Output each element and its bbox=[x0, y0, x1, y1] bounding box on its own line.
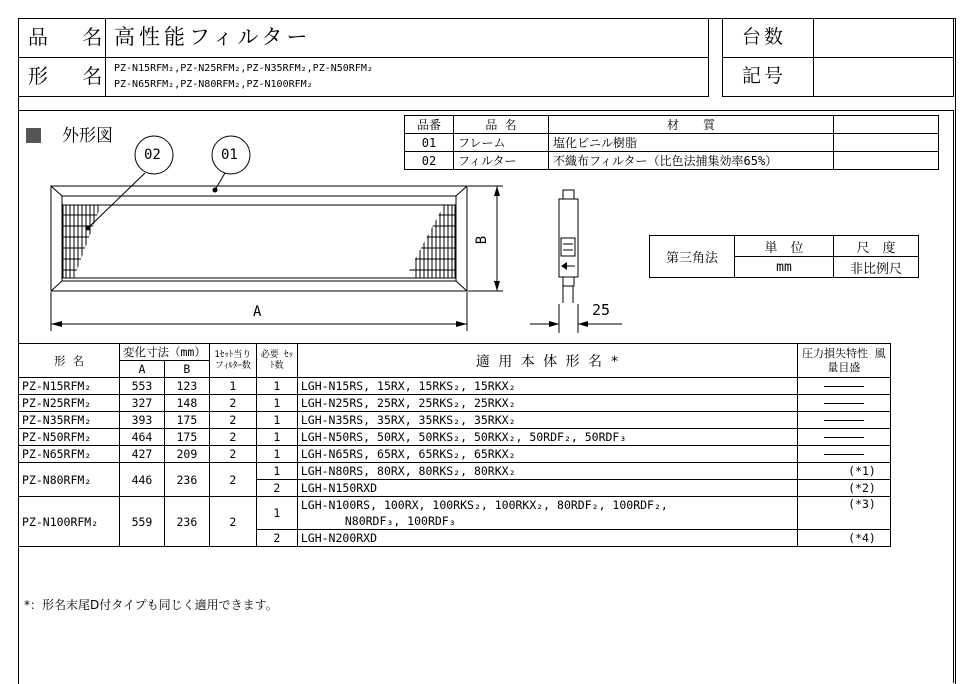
callout-02-label: 02 bbox=[144, 147, 161, 163]
dash-mark bbox=[824, 420, 864, 421]
cell-a: 559 bbox=[120, 497, 165, 547]
cell-model: PZ-N100RFM₂ bbox=[19, 497, 120, 547]
applicable-line: N80RDF₃, 100RDF₃ bbox=[344, 514, 456, 528]
callout-01-label: 01 bbox=[221, 147, 238, 163]
cell-applicable bbox=[297, 497, 797, 530]
applicable-line: LGH-N100RS, 100RX, 100RKS₂, 100RKX₂, 80RDF₂, 100RDF₂, bbox=[300, 498, 668, 512]
cell-model: PZ-N65RFM₂ bbox=[19, 446, 120, 463]
dim-a-label: A bbox=[253, 304, 262, 320]
header-dims: 変化寸法（mm） bbox=[120, 344, 210, 361]
cell-per-set: 1 bbox=[209, 378, 256, 395]
cell-pressure bbox=[797, 429, 890, 446]
cell-model: PZ-N50RFM₂ bbox=[19, 429, 120, 446]
cell-model: PZ-N35RFM₂ bbox=[19, 412, 120, 429]
cell-model: PZ-N15RFM₂ bbox=[19, 378, 120, 395]
spec-header-row bbox=[19, 344, 891, 361]
materials-material: 塩化ビニル樹脂 bbox=[549, 134, 834, 152]
dim-25-label: 25 bbox=[592, 301, 611, 319]
outline-title: 外形図 bbox=[62, 126, 113, 146]
model-label: 形 名 bbox=[28, 64, 117, 88]
cell-model: PZ-N80RFM₂ bbox=[19, 463, 120, 497]
table-row bbox=[19, 395, 891, 412]
cell-model: PZ-N25RFM₂ bbox=[19, 395, 120, 412]
cell-a: 393 bbox=[120, 412, 165, 429]
cell-applicable: LGH-N15RS, 15RX, 15RKS₂, 15RKX₂ bbox=[297, 378, 797, 395]
cell-a: 464 bbox=[120, 429, 165, 446]
dash-mark bbox=[824, 403, 864, 404]
header-pressure: 圧力損失特性 風量目盛 bbox=[797, 344, 890, 378]
name-value: 高性能フィルター bbox=[114, 25, 312, 49]
model-line-1: PZ-N15RFM₂,PZ-N25RFM₂,PZ-N35RFM₂,PZ-N50RFM₂ bbox=[114, 63, 373, 74]
cell-pressure bbox=[797, 395, 890, 412]
name-label: 品 名 bbox=[28, 25, 117, 49]
materials-no: 01 bbox=[405, 134, 454, 152]
cell-b: 175 bbox=[164, 412, 209, 429]
materials-header bbox=[834, 116, 939, 134]
unit-value: mm bbox=[735, 257, 834, 278]
cell-per-set: 2 bbox=[209, 446, 256, 463]
materials-row bbox=[405, 152, 939, 170]
cell-pressure bbox=[797, 378, 890, 395]
materials-row bbox=[405, 134, 939, 152]
header-sets: 必要 ｾｯﾄ数 bbox=[256, 344, 297, 378]
cell-b: 236 bbox=[164, 463, 209, 497]
cell-applicable: LGH-N150RXD bbox=[297, 480, 797, 497]
cell-a: 553 bbox=[120, 378, 165, 395]
symbol-label: 記号 bbox=[742, 65, 787, 87]
cell-applicable: LGH-N25RS, 25RX, 25RKS₂, 25RKX₂ bbox=[297, 395, 797, 412]
header-a: A bbox=[120, 361, 165, 378]
scale-table bbox=[649, 235, 919, 278]
cell-sets: 1 bbox=[256, 412, 297, 429]
cell-pressure: (*1) bbox=[797, 463, 890, 480]
materials-name: フィルター bbox=[454, 152, 549, 170]
cell-sets: 2 bbox=[256, 530, 297, 547]
scale-label: 尺 度 bbox=[834, 236, 919, 257]
cell-a: 327 bbox=[120, 395, 165, 412]
cell-applicable: LGH-N50RS, 50RX, 50RKS₂, 50RKX₂, 50RDF₂, 50RDF₃ bbox=[297, 429, 797, 446]
dash-mark bbox=[824, 386, 864, 387]
materials-material: 不織布フィルター（比色法捕集効率65%） bbox=[549, 152, 834, 170]
materials-table bbox=[404, 115, 939, 170]
projection-method: 第三角法 bbox=[650, 236, 735, 278]
unit-label: 単 位 bbox=[735, 236, 834, 257]
cell-b: 236 bbox=[164, 497, 209, 547]
cell-sets: 1 bbox=[256, 497, 297, 530]
materials-blank bbox=[834, 152, 939, 170]
cell-sets: 1 bbox=[256, 395, 297, 412]
cell-a: 427 bbox=[120, 446, 165, 463]
table-row bbox=[19, 429, 891, 446]
materials-header: 品番 bbox=[405, 116, 454, 134]
dash-mark bbox=[824, 437, 864, 438]
cell-applicable: LGH-N80RS, 80RX, 80RKS₂, 80RKX₂ bbox=[297, 463, 797, 480]
header-per-set: 1ｾｯﾄ当り フｨﾙﾀｰ数 bbox=[209, 344, 256, 378]
dash-mark bbox=[824, 454, 864, 455]
cell-sets: 2 bbox=[256, 480, 297, 497]
materials-header: 品 名 bbox=[454, 116, 549, 134]
cell-pressure bbox=[797, 446, 890, 463]
cell-sets: 1 bbox=[256, 446, 297, 463]
header-applicable: 適 用 本 体 形 名 * bbox=[297, 344, 797, 378]
cell-a: 446 bbox=[120, 463, 165, 497]
scale-value: 非比例尺 bbox=[834, 257, 919, 278]
header-model: 形 名 bbox=[19, 344, 120, 378]
cell-per-set: 2 bbox=[209, 497, 256, 547]
spec-table bbox=[18, 343, 891, 547]
cell-applicable: LGH-N65RS, 65RX, 65RKS₂, 65RKX₂ bbox=[297, 446, 797, 463]
cell-per-set: 2 bbox=[209, 429, 256, 446]
footnote: *：形名末尾D付タイプも同じく適用できます。 bbox=[24, 598, 278, 612]
cell-pressure bbox=[797, 412, 890, 429]
table-row bbox=[19, 497, 891, 530]
materials-no: 02 bbox=[405, 152, 454, 170]
table-row bbox=[19, 463, 891, 480]
materials-name: フレーム bbox=[454, 134, 549, 152]
cell-b: 175 bbox=[164, 429, 209, 446]
qty-label: 台数 bbox=[742, 26, 787, 48]
table-row bbox=[19, 412, 891, 429]
materials-blank bbox=[834, 134, 939, 152]
cell-per-set: 2 bbox=[209, 412, 256, 429]
cell-b: 123 bbox=[164, 378, 209, 395]
table-row bbox=[19, 446, 891, 463]
cell-sets: 1 bbox=[256, 378, 297, 395]
cell-per-set: 2 bbox=[209, 395, 256, 412]
cell-pressure: (*4) bbox=[797, 530, 890, 547]
cell-applicable: LGH-N200RXD bbox=[297, 530, 797, 547]
header-b: B bbox=[164, 361, 209, 378]
cell-b: 209 bbox=[164, 446, 209, 463]
cell-pressure: (*3) bbox=[797, 497, 890, 530]
materials-header-row bbox=[405, 116, 939, 134]
materials-header: 材 質 bbox=[549, 116, 834, 134]
cell-per-set: 2 bbox=[209, 463, 256, 497]
model-line-2: PZ-N65RFM₂,PZ-N80RFM₂,PZ-N100RFM₂ bbox=[114, 79, 313, 90]
table-row bbox=[19, 378, 891, 395]
cell-pressure: (*2) bbox=[797, 480, 890, 497]
cell-b: 148 bbox=[164, 395, 209, 412]
cell-sets: 1 bbox=[256, 429, 297, 446]
cell-sets: 1 bbox=[256, 463, 297, 480]
cell-applicable: LGH-N35RS, 35RX, 35RKS₂, 35RKX₂ bbox=[297, 412, 797, 429]
dim-b-label: B bbox=[474, 235, 491, 245]
